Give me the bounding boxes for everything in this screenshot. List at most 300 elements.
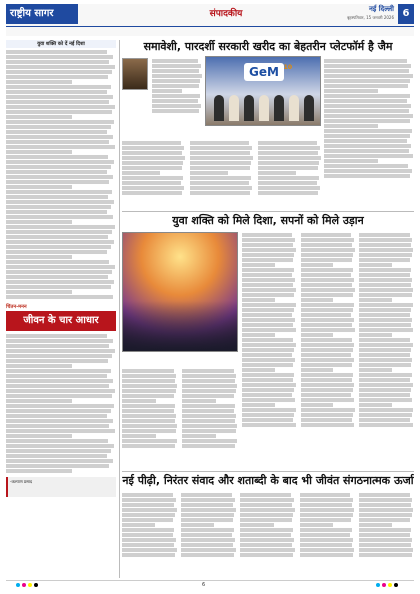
- text-line: [301, 308, 353, 312]
- text-line: [359, 353, 409, 357]
- text-line: [359, 268, 411, 272]
- lead-body-column: [190, 140, 254, 210]
- text-line: [6, 55, 113, 59]
- text-line: [6, 85, 111, 89]
- text-line: [242, 418, 293, 422]
- text-line: [152, 59, 198, 63]
- text-line: [152, 84, 199, 88]
- text-line: [122, 186, 184, 190]
- text-line: [6, 359, 108, 363]
- registration-dot: [16, 583, 20, 587]
- text-line: [6, 140, 109, 144]
- text-line: [359, 418, 410, 422]
- text-line: [242, 278, 295, 282]
- text-line: [182, 444, 235, 448]
- text-line: [122, 543, 174, 547]
- text-line: [6, 394, 112, 398]
- text-line: [324, 149, 409, 153]
- text-line: [258, 191, 318, 195]
- text-line: [258, 156, 321, 160]
- text-line: [359, 378, 410, 382]
- concert-photo: [122, 232, 238, 352]
- text-line: [242, 388, 294, 392]
- text-line: [240, 553, 293, 557]
- text-line: [359, 413, 411, 417]
- text-line: [122, 191, 182, 195]
- text-line: [324, 114, 413, 118]
- text-line: [301, 418, 352, 422]
- text-line: [6, 334, 107, 338]
- text-line: [122, 374, 176, 378]
- text-line: [182, 419, 235, 423]
- text-line: [258, 166, 318, 170]
- text-line: [181, 553, 234, 557]
- text-line: [122, 414, 176, 418]
- text-line: [301, 293, 353, 297]
- registration-dot: [28, 583, 32, 587]
- text-line: [359, 308, 411, 312]
- text-line: [152, 89, 182, 93]
- text-line: [359, 258, 410, 262]
- text-line: [182, 369, 234, 373]
- text-line: [240, 513, 293, 517]
- text-line: [6, 180, 109, 184]
- lead-photo-caption: [205, 128, 321, 138]
- text-line: [6, 439, 108, 443]
- text-line: [300, 538, 354, 542]
- text-line: [300, 493, 351, 497]
- text-line: [122, 508, 177, 512]
- text-line: [6, 349, 115, 353]
- text-line: [359, 503, 411, 507]
- text-line: [6, 285, 111, 289]
- text-line: [359, 548, 414, 552]
- text-line: [301, 408, 355, 412]
- text-line: [6, 404, 114, 408]
- text-line: [359, 513, 412, 517]
- text-line: [324, 79, 410, 83]
- text-line: [122, 528, 174, 532]
- lead-body-column: [122, 140, 186, 210]
- text-line: [301, 388, 353, 392]
- lead-text-column: [152, 58, 202, 128]
- column-text: [6, 334, 116, 473]
- text-line: [359, 423, 413, 427]
- text-line: [359, 313, 409, 317]
- text-line: [190, 191, 250, 195]
- text-line: [122, 379, 175, 383]
- text-line: [240, 528, 292, 532]
- text-line: [301, 328, 355, 332]
- text-line: [324, 109, 409, 113]
- text-line: [6, 290, 72, 294]
- text-line: [190, 166, 250, 170]
- text-line: [242, 313, 292, 317]
- text-line: [6, 414, 107, 418]
- author-caption: [122, 92, 150, 104]
- text-line: [181, 503, 233, 507]
- text-line: [242, 423, 296, 427]
- text-line: [181, 493, 232, 497]
- text-line: [122, 389, 176, 393]
- text-line: [122, 404, 175, 408]
- third-body-column: [122, 492, 177, 572]
- text-line: [301, 273, 351, 277]
- text-line: [6, 389, 115, 393]
- text-line: [6, 65, 115, 69]
- text-line: [301, 378, 352, 382]
- person-figure: [304, 95, 314, 121]
- text-line: [324, 174, 410, 178]
- article-divider: [122, 211, 414, 212]
- text-line: [190, 151, 250, 155]
- text-line: [359, 278, 412, 282]
- text-line: [242, 298, 275, 302]
- text-line: [6, 95, 113, 99]
- text-line: [122, 399, 156, 403]
- text-line: [242, 248, 296, 252]
- gem-logo: [244, 63, 292, 81]
- text-line: [6, 434, 72, 438]
- text-line: [6, 344, 109, 348]
- text-line: [6, 165, 111, 169]
- text-line: [301, 318, 354, 322]
- text-line: [359, 373, 411, 377]
- second-body-column: [122, 368, 178, 468]
- text-line: [359, 538, 413, 542]
- text-line: [301, 278, 354, 282]
- text-line: [301, 358, 354, 362]
- text-line: [258, 171, 296, 175]
- text-line: [122, 503, 174, 507]
- text-line: [359, 388, 411, 392]
- person-figure: [274, 95, 284, 121]
- text-line: [242, 268, 294, 272]
- text-line: [6, 260, 109, 264]
- text-line: [152, 94, 200, 98]
- color-registration-marks: [376, 583, 398, 587]
- text-line: [190, 161, 251, 165]
- text-line: [122, 444, 175, 448]
- text-line: [301, 233, 351, 237]
- text-line: [258, 161, 319, 165]
- third-body-column: [300, 492, 355, 572]
- text-line: [324, 84, 408, 88]
- registration-dot: [388, 583, 392, 587]
- text-line: [122, 523, 155, 527]
- text-line: [6, 230, 112, 234]
- text-line: [242, 328, 296, 332]
- text-line: [182, 409, 234, 413]
- text-line: [242, 258, 293, 262]
- text-line: [301, 313, 351, 317]
- text-line: [359, 523, 392, 527]
- person-figure: [214, 95, 224, 121]
- text-line: [359, 408, 413, 412]
- text-line: [181, 508, 236, 512]
- text-line: [122, 518, 173, 522]
- text-line: [242, 323, 293, 327]
- text-line: [6, 160, 114, 164]
- text-line: [182, 404, 235, 408]
- text-line: [301, 368, 334, 372]
- text-line: [122, 384, 177, 388]
- text-line: [324, 169, 412, 173]
- text-line: [240, 523, 273, 527]
- text-line: [122, 419, 175, 423]
- text-line: [242, 288, 296, 292]
- text-line: [122, 434, 156, 438]
- text-line: [240, 548, 295, 552]
- text-line: [359, 498, 413, 502]
- text-line: [190, 146, 252, 150]
- text-line: [182, 399, 216, 403]
- text-line: [324, 129, 412, 133]
- text-line: [182, 439, 237, 443]
- text-line: [324, 119, 410, 123]
- text-line: [122, 538, 176, 542]
- crowd-silhouette: [123, 301, 238, 351]
- second-body-column: [242, 232, 297, 468]
- text-line: [258, 151, 318, 155]
- text-line: [359, 338, 410, 342]
- text-line: [359, 333, 392, 337]
- text-line: [152, 104, 201, 108]
- text-line: [301, 268, 353, 272]
- text-line: [301, 373, 353, 377]
- text-line: [181, 498, 235, 502]
- text-line: [301, 403, 334, 407]
- text-line: [300, 553, 353, 557]
- text-line: [182, 389, 236, 393]
- text-line: [122, 513, 175, 517]
- text-line: [242, 333, 275, 337]
- text-line: [300, 543, 352, 547]
- text-line: [182, 384, 237, 388]
- text-line: [6, 469, 72, 473]
- text-line: [6, 454, 107, 458]
- text-line: [6, 60, 109, 64]
- text-line: [301, 413, 353, 417]
- text-line: [122, 394, 174, 398]
- text-line: [300, 528, 352, 532]
- text-line: [301, 323, 352, 327]
- text-line: [301, 343, 355, 347]
- text-line: [122, 424, 177, 428]
- text-line: [359, 518, 410, 522]
- text-line: [6, 125, 111, 129]
- text-line: [359, 248, 413, 252]
- text-line: [359, 343, 413, 347]
- text-line: [242, 318, 295, 322]
- third-body-column: [181, 492, 236, 572]
- text-line: [242, 273, 292, 277]
- text-line: [242, 368, 275, 372]
- newspaper-brand: राष्ट्रीय सागर: [6, 4, 78, 24]
- text-line: [359, 348, 411, 352]
- text-line: [258, 146, 320, 150]
- text-line: [6, 339, 113, 343]
- masthead-rule: [6, 26, 414, 27]
- left-column: [6, 40, 116, 570]
- text-line: [6, 250, 107, 254]
- text-line: [258, 176, 319, 180]
- text-line: [6, 135, 113, 139]
- text-line: [301, 288, 355, 292]
- text-line: [6, 195, 108, 199]
- text-line: [6, 419, 113, 423]
- text-line: [242, 243, 293, 247]
- text-line: [242, 398, 295, 402]
- lead-body: [122, 140, 322, 210]
- text-line: [359, 493, 410, 497]
- issue-date: बृहस्पतिवार, 15 जनवरी 2026: [347, 15, 394, 20]
- text-line: [122, 151, 182, 155]
- page-footer: [6, 580, 414, 588]
- text-line: [182, 434, 216, 438]
- text-line: [6, 429, 115, 433]
- color-registration-marks: [16, 583, 38, 587]
- text-line: [240, 543, 292, 547]
- text-line: [359, 363, 410, 367]
- text-line: [324, 134, 410, 138]
- text-line: [190, 141, 249, 145]
- text-line: [6, 255, 72, 259]
- text-line: [182, 429, 236, 433]
- text-line: [6, 115, 72, 119]
- text-line: [240, 518, 291, 522]
- text-line: [6, 130, 107, 134]
- column-divider: [119, 40, 120, 578]
- second-body-column: [182, 368, 238, 468]
- person-figure: [229, 95, 239, 121]
- text-line: [359, 263, 392, 267]
- text-line: [359, 368, 392, 372]
- lead-right-column: [324, 58, 414, 206]
- text-line: [324, 69, 409, 73]
- text-line: [300, 523, 333, 527]
- text-line: [242, 283, 293, 287]
- text-line: [181, 548, 236, 552]
- second-body-column: [359, 232, 414, 468]
- lead-headline: समावेशी, पारदर्शी सरकारी खरीद का बेहतरीन प्लेटफॉर्म है जैम: [143, 40, 393, 53]
- text-line: [359, 233, 409, 237]
- text-line: [122, 156, 185, 160]
- text-line: [122, 439, 177, 443]
- text-line: [190, 171, 228, 175]
- text-line: [258, 186, 320, 190]
- text-line: [181, 523, 214, 527]
- text-line: [6, 90, 107, 94]
- text-line: [152, 109, 199, 113]
- text-line: [122, 369, 174, 373]
- second-headline: युवा शक्ति को मिले दिशा, सपनों को मिले उड़ान: [172, 214, 364, 227]
- page-number-badge: 6: [398, 4, 414, 24]
- text-line: [6, 364, 72, 368]
- text-line: [242, 378, 293, 382]
- text-line: [122, 498, 176, 502]
- text-line: [300, 518, 351, 522]
- text-line: [152, 64, 201, 68]
- text-line: [242, 293, 294, 297]
- text-line: [240, 503, 292, 507]
- text-line: [300, 548, 355, 552]
- text-line: [6, 70, 112, 74]
- text-line: [6, 444, 114, 448]
- second-article-lower: [122, 368, 238, 468]
- text-line: [242, 348, 294, 352]
- text-line: [6, 190, 112, 194]
- text-line: [181, 538, 235, 542]
- third-headline: नई पीढ़ी, निरंतर संवाद और शताब्दी के बाद भी जीवंत संगठनात्मक ऊर्जा: [122, 474, 414, 487]
- text-line: [6, 120, 114, 124]
- event-people: [214, 91, 314, 121]
- second-article-body: [242, 232, 414, 468]
- edition-label: नई दिल्ली: [368, 5, 394, 13]
- text-line: [301, 333, 334, 337]
- text-line: [122, 141, 181, 145]
- text-line: [6, 110, 112, 114]
- text-line: [359, 243, 410, 247]
- text-line: [182, 374, 236, 378]
- text-line: [324, 159, 378, 163]
- text-line: [359, 328, 413, 332]
- text-line: [301, 298, 334, 302]
- text-line: [242, 383, 296, 387]
- text-line: [190, 186, 252, 190]
- text-line: [6, 280, 114, 284]
- second-body-column: [301, 232, 356, 468]
- text-line: [181, 543, 233, 547]
- text-line: [359, 253, 411, 257]
- text-line: [190, 181, 249, 185]
- text-line: [359, 393, 409, 397]
- text-line: [242, 373, 294, 377]
- text-line: [6, 205, 111, 209]
- text-line: [242, 338, 293, 342]
- text-line: [359, 238, 412, 242]
- text-line: [301, 383, 355, 387]
- text-line: [324, 94, 410, 98]
- text-line: [240, 538, 294, 542]
- text-line: [6, 424, 109, 428]
- text-line: [301, 248, 355, 252]
- text-line: [301, 263, 334, 267]
- text-line: [240, 533, 291, 537]
- text-line: [300, 508, 355, 512]
- registration-dot: [34, 583, 38, 587]
- text-line: [6, 210, 107, 214]
- text-line: [324, 164, 408, 168]
- text-line: [324, 99, 407, 103]
- text-line: [6, 295, 113, 299]
- text-line: [6, 275, 108, 279]
- text-line: [122, 171, 160, 175]
- text-line: [6, 374, 107, 378]
- text-line: [122, 181, 181, 185]
- text-line: [240, 508, 295, 512]
- column-title: जीवन के चार आधार: [6, 311, 116, 331]
- text-line: [301, 258, 352, 262]
- text-line: [6, 155, 108, 159]
- text-line: [122, 166, 182, 170]
- third-body-column: [359, 492, 414, 572]
- text-line: [6, 379, 113, 383]
- text-line: [152, 69, 199, 73]
- text-line: [152, 99, 198, 103]
- text-line: [6, 220, 72, 224]
- text-line: [359, 323, 410, 327]
